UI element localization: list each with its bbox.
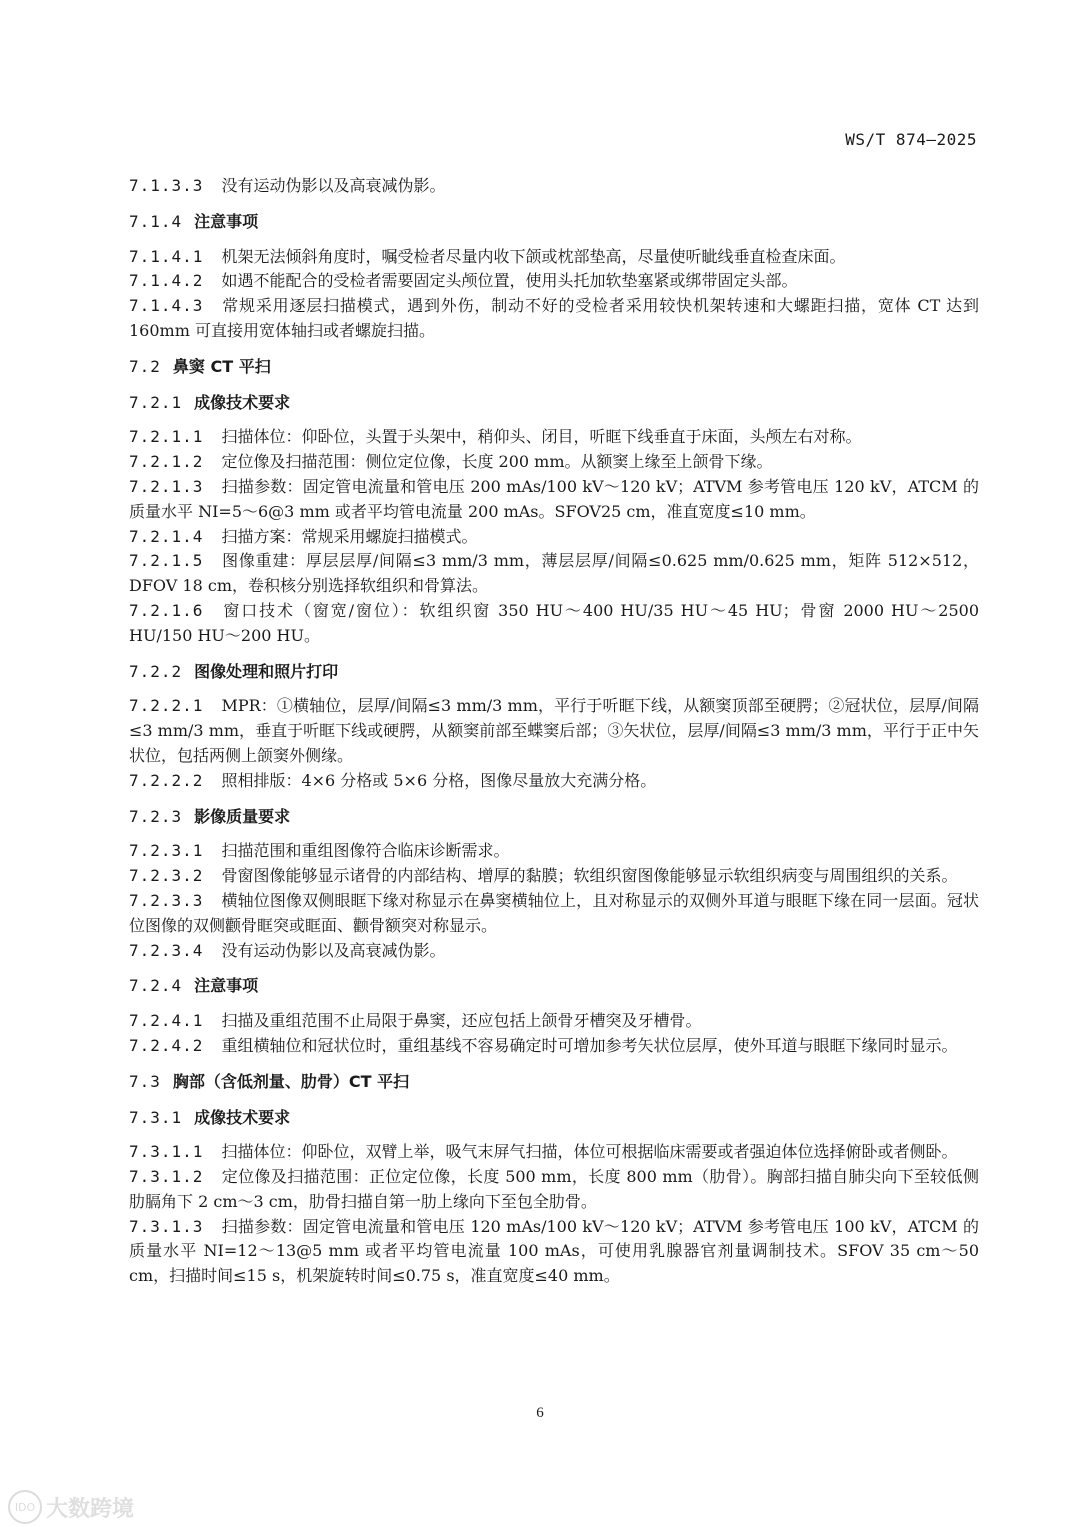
clause-text: 没有运动伪影以及高衰减伪影。	[221, 176, 446, 195]
clause-number: 7.2.1.6	[129, 600, 204, 620]
section-heading	[129, 974, 979, 999]
clause-paragraph	[129, 269, 979, 294]
clause-paragraph	[129, 1215, 979, 1289]
clause-text: 机架无法倾斜角度时，嘱受检者尽量内收下颌或枕部垫高，尽量使听眦线垂直检查床面。	[221, 246, 846, 266]
clause-number: 7.3.1.3	[129, 1216, 204, 1236]
clause-number: 7.1.4.3	[129, 296, 204, 316]
clause-text: 扫描范围和重组图像符合临床诊断需求。	[221, 841, 510, 861]
section-heading	[129, 805, 979, 830]
clause-number: 7.2	[129, 356, 161, 376]
clause-number: 7.2.3.4	[129, 940, 204, 960]
clause-text: 定位像及扫描范围：正位定位像，长度 500 mm，长度 800 mm（肋骨）。胸部扫描自肺尖向下至较低侧肋膈角下 2 cm～3 cm，肋骨扫描自第一肋上缘向下至包全肋骨。	[129, 1167, 979, 1211]
heading-title: 图像处理和照片打印	[194, 661, 339, 681]
clause-number: 7.1.4.1	[129, 246, 204, 266]
clause-paragraph	[129, 450, 979, 475]
clause-number: 7.2.2.1	[129, 696, 204, 716]
watermark	[8, 1490, 134, 1524]
clause-text: 没有运动伪影以及高衰减伪影。	[221, 940, 446, 960]
heading-title: 注意事项	[194, 976, 259, 996]
clause-number: 7.2.3.1	[129, 841, 204, 861]
document-code: WS/T 874—2025	[845, 130, 977, 149]
heading-title: 鼻窦 CT 平扫	[172, 356, 271, 376]
clause-paragraph	[129, 839, 979, 864]
clause-number: 7.2.1.4	[129, 526, 204, 546]
clause-number: 7.2.1.3	[129, 476, 204, 496]
clause-number: 7.2.1.2	[129, 452, 204, 472]
clause-number: 7.1.4.2	[129, 271, 204, 291]
clause-paragraph	[129, 1009, 979, 1034]
clause-number: 7.2.1	[129, 392, 183, 412]
clause-text: 扫描参数：固定管电流量和管电压 200 mAs/100 kV～120 kV；ATVM 参考管电压 120 kV，ATCM 的质量水平 NI=5～6@3 mm 或者平均管电流量 200 mAs。SFOV25 cm，准直宽度≤10 mm。	[129, 476, 979, 521]
clause-number: 7.2.3.3	[129, 890, 204, 910]
clause-paragraph	[129, 549, 979, 599]
clause-number: 7.3.1.2	[129, 1167, 204, 1187]
clause-number: 7.1.3.3	[129, 176, 204, 195]
clause-paragraph	[129, 1165, 979, 1215]
clause-number: 7.2.2.2	[129, 770, 204, 790]
clause-paragraph	[129, 864, 979, 889]
heading-title: 影像质量要求	[194, 806, 291, 826]
section-heading	[129, 660, 979, 685]
clause-text: 骨窗图像能够显示诸骨的内部结构、增厚的黏膜；软组织窗图像能够显示软组织病变与周围组织的关系。	[221, 866, 958, 886]
clause-number: 7.2.2	[129, 661, 183, 681]
clause-paragraph	[129, 425, 979, 450]
clause-number: 7.2.1.5	[129, 551, 204, 571]
clause-text: 扫描及重组范围不止局限于鼻窦，还应包括上颌骨牙槽突及牙槽骨。	[221, 1011, 702, 1031]
document-body	[129, 174, 979, 1289]
heading-title: 成像技术要求	[194, 392, 291, 412]
clause-number: 7.3	[129, 1071, 161, 1091]
page-number: 6	[536, 1405, 544, 1421]
clause-number: 7.3.1.1	[129, 1142, 204, 1162]
clause-text: 定位像及扫描范围：侧位定位像，长度 200 mm。从额窦上缘至上颌骨下缘。	[221, 452, 773, 472]
clause-text: 照相排版：4×6 分格或 5×6 分格，图像尽量放大充满分格。	[221, 770, 657, 790]
clause-paragraph	[129, 769, 979, 794]
clause-paragraph	[129, 525, 979, 550]
heading-title: 注意事项	[194, 211, 259, 231]
clause-number: 7.2.1.1	[129, 427, 204, 447]
section-heading	[129, 1106, 979, 1131]
clause-text: 扫描体位：仰卧位，头置于头架中，稍仰头、闭目，听眶下线垂直于床面，头颅左右对称。	[221, 427, 862, 447]
clause-paragraph	[129, 245, 979, 270]
clause-number: 7.2.3	[129, 806, 183, 826]
clause-text: 重组横轴位和冠状位时，重组基线不容易确定时可增加参考矢状位层厚，使外耳道与眼眶下缘同时显示。	[221, 1035, 958, 1055]
clause-paragraph	[129, 599, 979, 649]
clause-text: MPR：①横轴位，层厚/间隔≤3 mm/3 mm，平行于听眶下线，从额窦顶部至硬腭；②冠状位，层厚/间隔≤3 mm/3 mm，垂直于听眶下线或硬腭，从额窦前部至蝶窦后部；③矢状位，层厚/间隔≤3 mm/3 mm，平行于正中矢状位，包括两侧上颌窦外侧缘。	[129, 696, 979, 765]
clause-number: 7.1.4	[129, 211, 183, 231]
section-heading	[129, 391, 979, 416]
clause-paragraph	[129, 1140, 979, 1165]
section-heading	[129, 210, 979, 235]
clause-paragraph	[129, 475, 979, 525]
heading-title: 成像技术要求	[194, 1107, 291, 1127]
clause-number: 7.2.3.2	[129, 866, 204, 886]
clause-text: 扫描参数：固定管电流量和管电压 120 mAs/100 kV～120 kV；ATVM 参考管电压 100 kV，ATCM 的质量水平 NI=12～13@5 mm 或者平均管电流量 100 mAs，可使用乳腺器官剂量调制技术。SFOV 35 cm～50 cm，扫描时间≤15 s，机架旋转时间≤0.75 s，准直宽度≤40 mm。	[129, 1216, 979, 1286]
clause-text: 扫描体位：仰卧位，双臂上举，吸气末屏气扫描，体位可根据临床需要或者强迫体位选择俯卧或者侧卧。	[221, 1142, 958, 1162]
clause-paragraph	[129, 939, 979, 964]
heading-title: 胸部（含低剂量、肋骨）CT 平扫	[172, 1071, 410, 1091]
clause-paragraph	[129, 694, 979, 768]
clause-paragraph	[129, 889, 979, 939]
clause-text: 如遇不能配合的受检者需要固定头颅位置，使用头托加软垫塞紧或绑带固定头部。	[221, 271, 798, 291]
clause-number: 7.2.4.2	[129, 1035, 204, 1055]
clause-paragraph	[129, 174, 979, 199]
watermark-text: 大数跨境	[46, 1496, 135, 1522]
section-heading	[129, 355, 979, 380]
clause-number: 7.2.4.1	[129, 1011, 204, 1031]
clause-text: 横轴位图像双侧眼眶下缘对称显示在鼻窦横轴位上，且对称显示的双侧外耳道与眼眶下缘在同一层面。冠状位图像的双侧颧骨眶突或眶面、颧骨额突对称显示。	[129, 890, 979, 935]
clause-text: 扫描方案：常规采用螺旋扫描模式。	[221, 526, 478, 546]
clause-paragraph	[129, 1034, 979, 1059]
watermark-logo-icon: IDO	[8, 1490, 42, 1524]
clause-text: 常规采用逐层扫描模式，遇到外伤，制动不好的受检者采用较快机架转速和大螺距扫描，宽体 CT 达到 160mm 可直接用宽体轴扫或者螺旋扫描。	[129, 296, 979, 340]
clause-number: 7.3.1	[129, 1107, 183, 1127]
clause-text: 图像重建：厚层层厚/间隔≤3 mm/3 mm，薄层层厚/间隔≤0.625 mm/0.625 mm，矩阵 512×512，DFOV 18 cm，卷积核分别选择软组织和骨算法。	[129, 551, 979, 596]
clause-paragraph	[129, 294, 979, 344]
clause-number: 7.2.4	[129, 976, 183, 996]
clause-text: 窗口技术（窗宽/窗位）：软组织窗 350 HU～400 HU/35 HU～45 HU；骨窗 2000 HU～2500 HU/150 HU～200 HU。	[129, 600, 979, 645]
section-heading	[129, 1070, 979, 1095]
